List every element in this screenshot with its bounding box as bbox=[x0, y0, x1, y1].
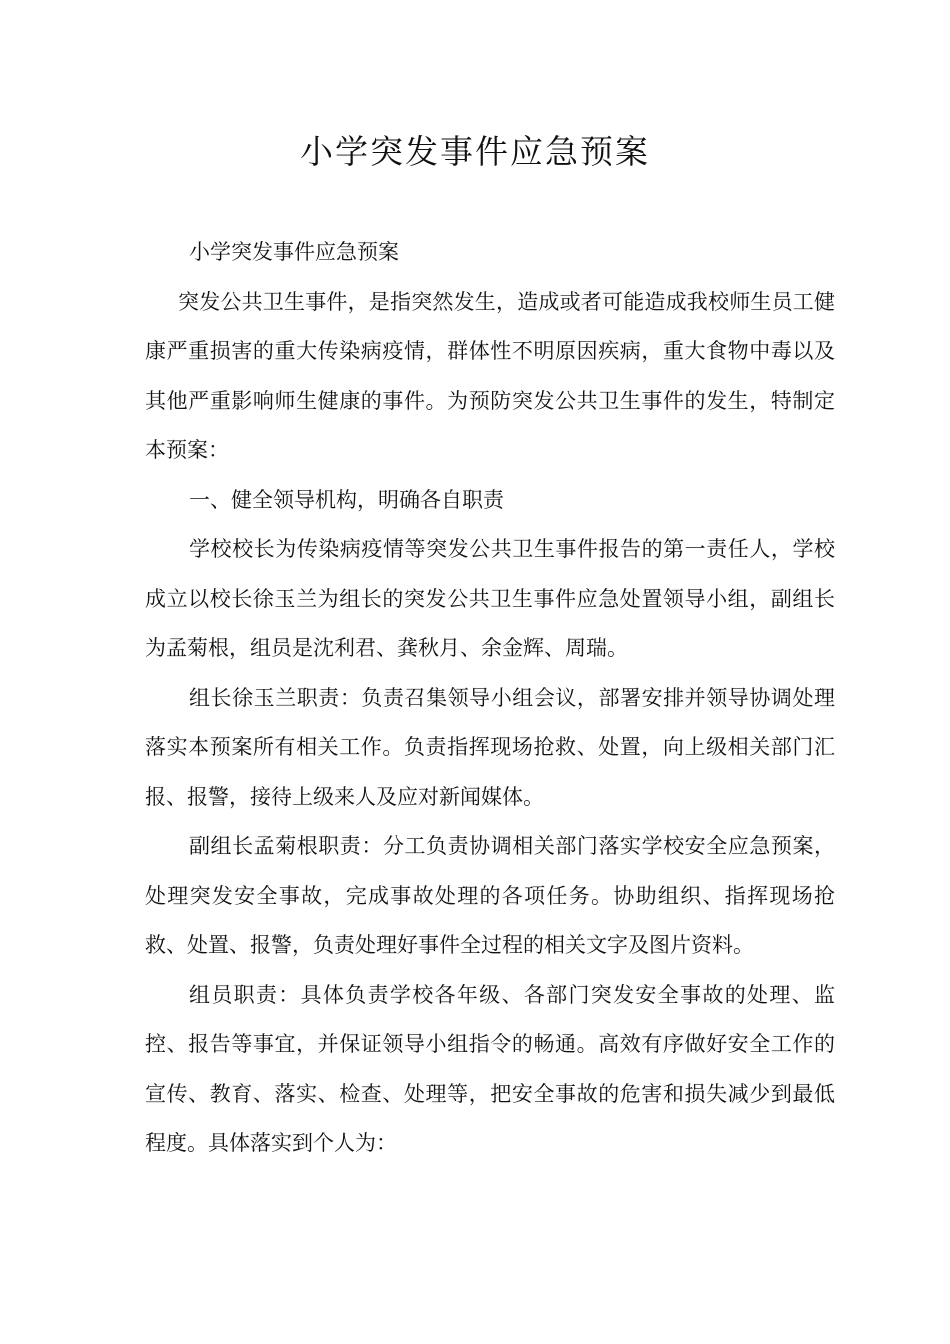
section-heading-leadership: 一、健全领导机构，明确各自职责 bbox=[189, 487, 504, 512]
paragraph-leadership-group: 学校校长为传染病疫情等突发公共卫生事件报告的第一责任人，学校成立以校长徐玉兰为组长的突发公共卫生事件应急处置领导小组，副组长为孟菊根，组员是沈利君、龚秋月、余金辉、周瑞。 bbox=[145, 537, 835, 660]
document-title: 小学突发事件应急预案 bbox=[300, 132, 650, 171]
paragraph-member-duties: 组员职责：具体负责学校各年级、各部门突发安全事故的处理、监控、报告等事宜，并保证领导小组指令的畅通。高效有序做好安全工作的宣传、教育、落实、检查、处理等，把安全事故的危害和损失减少到最低程度。具体落实到个人为： bbox=[145, 982, 835, 1155]
document-body bbox=[145, 228, 835, 1169]
paragraph-deputy-duties: 副组长孟菊根职责：分工负责协调相关部门落实学校安全应急预案，处理突发安全事故，完成事故处理的各项任务。协助组织、指挥现场抢救、处置、报警，负责处理好事件全过程的相关文字及图片资料。 bbox=[145, 834, 835, 957]
paragraph-leader-duties: 组长徐玉兰职责：负责召集领导小组会议，部署安排并领导协调处理落实本预案所有相关工作。负责指挥现场抢救、处置，向上级相关部门汇报、报警，接待上级来人及应对新闻媒体。 bbox=[145, 685, 835, 809]
paragraph-intro: 突发公共卫生事件，是指突然发生，造成或者可能造成我校师生员工健康严重损害的重大传染病疫情，群体性不明原因疾病，重大食物中毒以及其他严重影响师生健康的事件。为预防突发公共卫生事件的发生，特制定本预案： bbox=[145, 289, 835, 462]
document-subtitle: 小学突发事件应急预案 bbox=[189, 240, 399, 264]
